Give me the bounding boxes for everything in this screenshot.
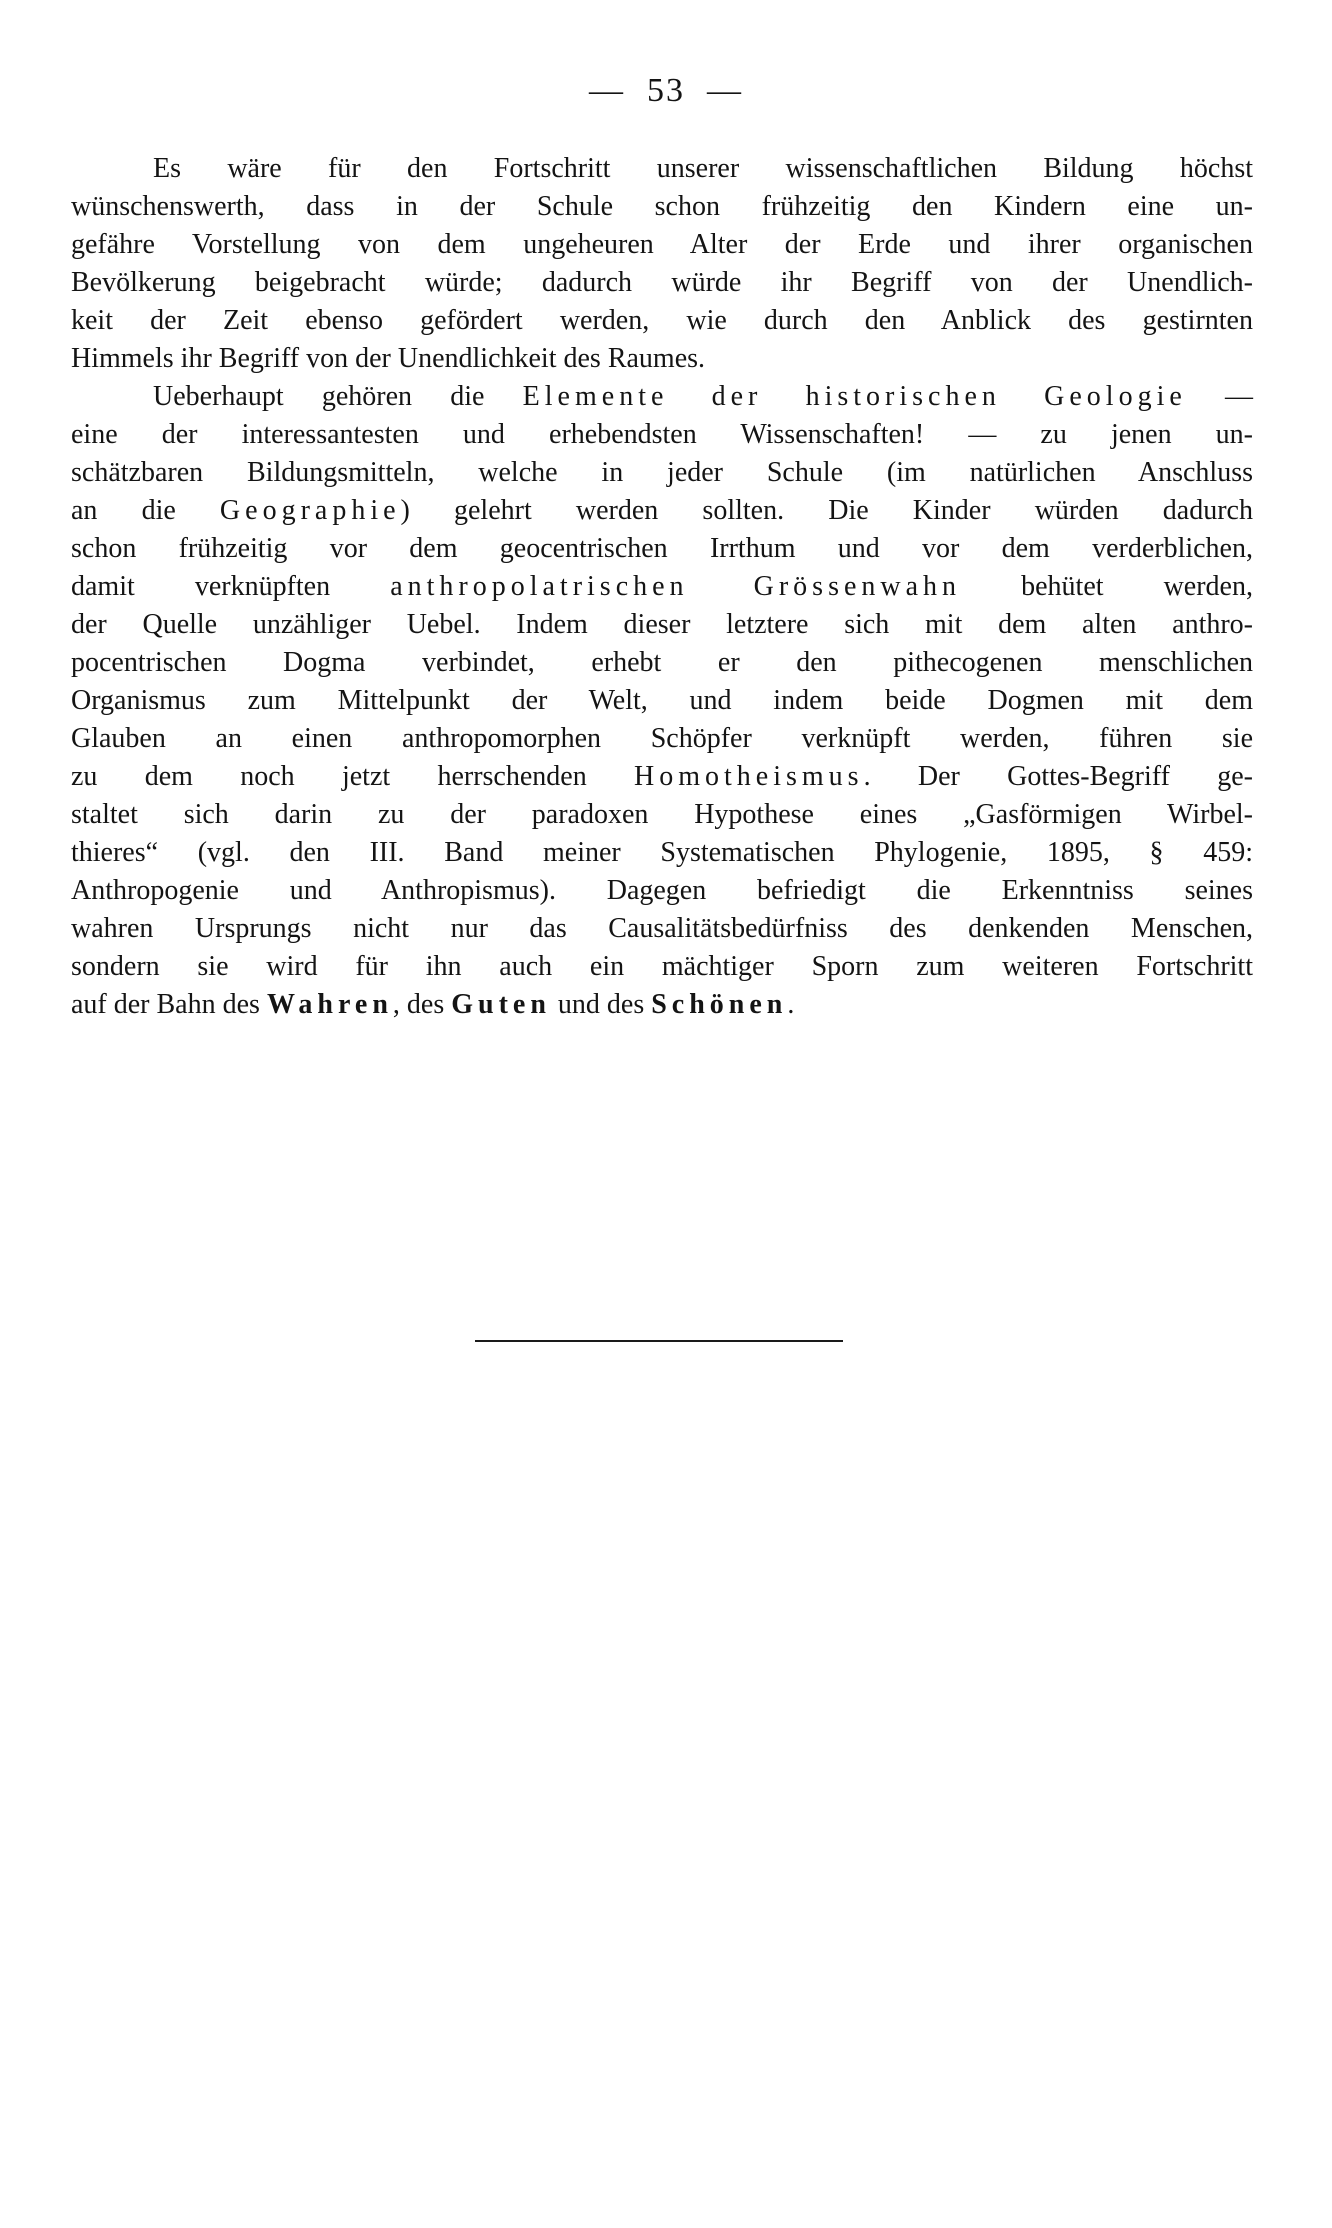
page-number-dash-left: — bbox=[589, 72, 625, 109]
text-line bbox=[71, 986, 1253, 1024]
body-text bbox=[71, 150, 1253, 1024]
spaced-emphasis: Guten bbox=[451, 989, 551, 1020]
text-segment: und des bbox=[550, 989, 652, 1020]
text-line: Anthropogenie und Anthropismus). Dagegen befriedigt die Erkenntniss seines bbox=[71, 875, 1253, 906]
text-line bbox=[71, 758, 1253, 796]
spaced-emphasis: Elemente der historischen Geologie bbox=[522, 381, 1187, 412]
text-segment: zu dem noch jetzt herrschenden bbox=[71, 761, 635, 792]
text-line bbox=[71, 492, 1253, 530]
text-line: Bevölkerung beigebracht würde; dadurch würde ihr Begriff von der Unendlich- bbox=[71, 267, 1253, 298]
spaced-emphasis: Wahren bbox=[266, 989, 393, 1020]
text-segment: ) gelehrt werden sollten. Die Kinder würden dadurch bbox=[400, 495, 1253, 526]
text-line: wahren Ursprungs nicht nur das Causalitätsbedürfniss des denkenden Menschen, bbox=[71, 913, 1253, 944]
text-line bbox=[71, 378, 1253, 416]
text-line: eine der interessantesten und erhebendsten Wissenschaften! — zu jenen un- bbox=[71, 419, 1253, 450]
text-segment: . bbox=[787, 989, 795, 1020]
end-rule bbox=[475, 1340, 843, 1342]
page-number-dash-right: — bbox=[707, 72, 743, 109]
text-line: staltet sich darin zu der paradoxen Hypothese eines „Gasförmigen Wirbel- bbox=[71, 799, 1253, 830]
text-segment: Ueberhaupt gehören die bbox=[153, 381, 523, 412]
page-number bbox=[0, 72, 1332, 110]
text-line: Organismus zum Mittelpunkt der Welt, und indem beide Dogmen mit dem bbox=[71, 685, 1253, 716]
text-line: Es wäre für den Fortschritt unserer wissenschaftlichen Bildung höchst bbox=[153, 153, 1253, 184]
spaced-emphasis: Geographie bbox=[219, 495, 401, 526]
text-segment: an die bbox=[71, 495, 220, 526]
text-segment: damit verknüpften bbox=[71, 571, 391, 602]
text-line: keit der Zeit ebenso gefördert werden, wie durch den Anblick des gestirnten bbox=[71, 305, 1253, 336]
spaced-emphasis: Homotheismus bbox=[634, 761, 864, 792]
text-line: wünschenswerth, dass in der Schule schon frühzeitig den Kindern eine un- bbox=[71, 191, 1253, 222]
text-line: gefähre Vorstellung von dem ungeheuren Alter der Erde und ihrer organischen bbox=[71, 229, 1253, 260]
text-line: sondern sie wird für ihn auch ein mächtiger Sporn zum weiteren Fortschritt bbox=[71, 951, 1253, 982]
spaced-emphasis: anthropolatrischen Grössenwahn bbox=[390, 571, 962, 602]
text-line: thieres“ (vgl. den III. Band meiner Systematischen Phylogenie, 1895, § 459: bbox=[71, 837, 1253, 868]
text-line: schätzbaren Bildungsmitteln, welche in jeder Schule (im natürlichen Anschluss bbox=[71, 457, 1253, 488]
text-segment: , des bbox=[392, 989, 452, 1020]
text-line: Glauben an einen anthropomorphen Schöpfer verknüpft werden, führen sie bbox=[71, 723, 1253, 754]
page-number-value: 53 bbox=[647, 72, 685, 109]
spaced-emphasis: Schönen bbox=[651, 989, 788, 1020]
text-segment: — bbox=[1186, 381, 1254, 412]
text-segment: auf der Bahn des bbox=[71, 989, 267, 1020]
text-line: schon frühzeitig vor dem geocentrischen Irrthum und vor dem verderblichen, bbox=[71, 533, 1253, 564]
text-line: pocentrischen Dogma verbindet, erhebt er den pithecogenen menschlichen bbox=[71, 647, 1253, 678]
text-line bbox=[71, 568, 1253, 606]
text-segment: behütet werden, bbox=[961, 571, 1253, 602]
text-line: der Quelle unzähliger Uebel. Indem dieser letztere sich mit dem alten anthro- bbox=[71, 609, 1253, 640]
text-segment: . Der Gottes-Begriff ge- bbox=[863, 761, 1253, 792]
text-line: Himmels ihr Begriff von der Unendlichkeit des Raumes. bbox=[71, 343, 706, 374]
